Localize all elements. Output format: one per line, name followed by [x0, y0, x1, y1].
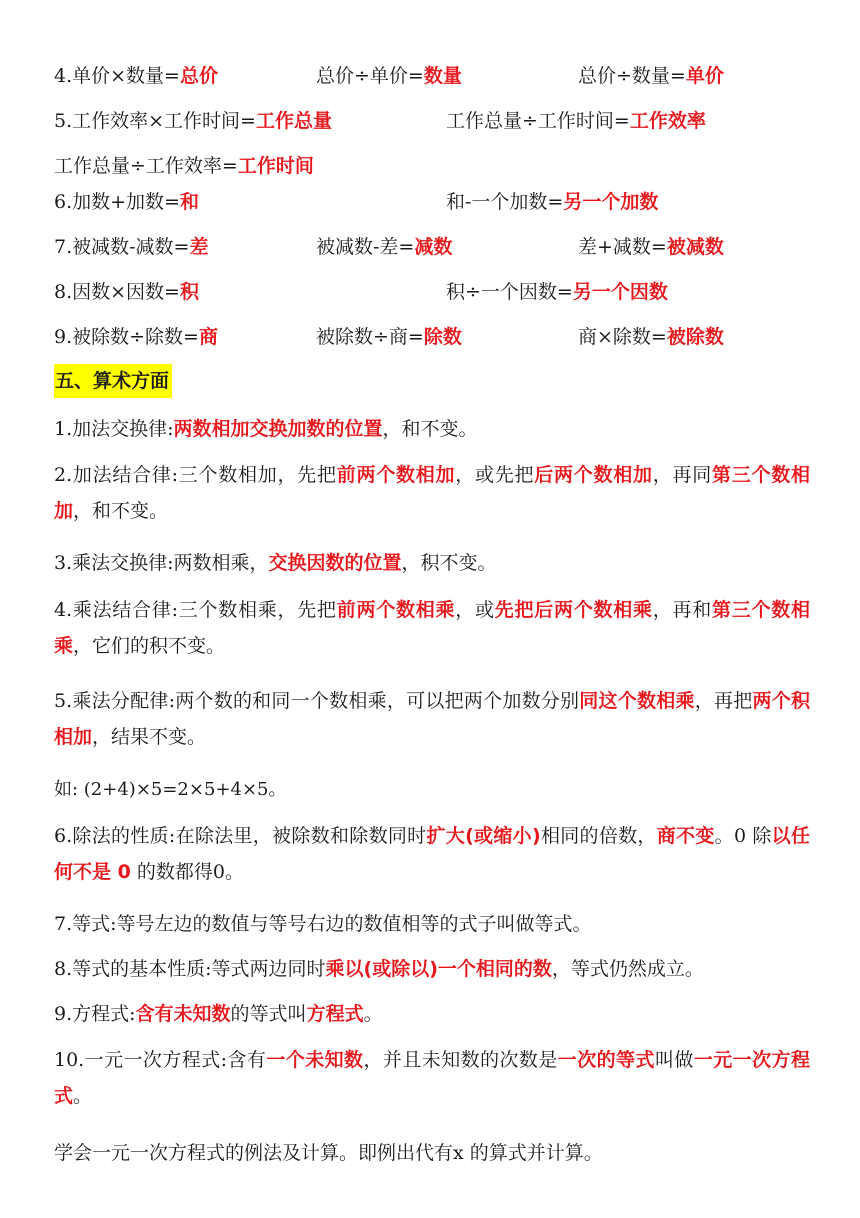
law-highlight: 两个积相加 — [54, 690, 810, 748]
law-text: ，再和 — [652, 599, 712, 621]
formula-text: 积÷一个因数= — [446, 281, 573, 303]
formula-answer: 被减数 — [666, 236, 724, 258]
law-highlight: 以任何不是 0 — [54, 825, 810, 883]
formula-answer: 差 — [189, 236, 209, 258]
law-text: 的数都得0。 — [130, 861, 244, 883]
law-highlight: 商不变 — [656, 825, 715, 847]
law-highlight: 前两个数相加 — [336, 464, 456, 486]
formula-text: 总价÷数量= — [578, 65, 686, 87]
law-text: 4.乘法结合律:三个数相乘，先把 — [54, 599, 337, 621]
formula-text: 总价÷单价= — [316, 65, 424, 87]
formula-row-5-col2 — [446, 104, 706, 138]
example: 如: (2+4)×5=2×5+4×5。 — [54, 779, 287, 800]
formula-text: 7.被减数-减数= — [54, 236, 190, 258]
formula-row-7 — [54, 230, 208, 264]
law-4 — [54, 592, 810, 664]
formula-answer: 积 — [179, 281, 199, 303]
law-highlight: 一次的等式 — [557, 1049, 655, 1071]
law-text: ，和不变。 — [73, 500, 169, 522]
law-highlight: 前两个数相乘 — [336, 599, 456, 621]
law-text: 8.等式的基本性质:等式两边同时 — [54, 958, 326, 980]
law-highlight: 扩大(或缩小) — [426, 825, 541, 847]
law-10 — [54, 1042, 810, 1114]
law-2 — [54, 457, 810, 529]
formula-answer: 另一个加数 — [563, 191, 659, 213]
law-text: ，积不变。 — [401, 552, 497, 574]
law-highlight: 一元一次方程式 — [54, 1049, 810, 1107]
formula-text: 9.被除数÷除数= — [54, 326, 199, 348]
formula-text: 5.工作效率×工作时间= — [54, 110, 256, 132]
law-text: ，或 — [455, 599, 495, 621]
law-7: 7.等式:等号左边的数值与等号右边的数值相等的式子叫做等式。 — [54, 913, 592, 935]
law-1 — [54, 412, 478, 446]
law-9 — [54, 997, 383, 1031]
formula-row-8-col2 — [446, 275, 668, 309]
law-text: 6.除法的性质:在除法里，被除数和除数同时 — [54, 825, 427, 847]
law-text: 相同的倍数， — [540, 825, 657, 847]
formula-answer: 总价 — [179, 65, 218, 87]
formula-row-8 — [54, 275, 199, 309]
formula-row-7-col3 — [578, 230, 724, 264]
law-text: ，再把 — [694, 690, 753, 712]
formula-text: 工作总量÷工作时间= — [446, 110, 630, 132]
law-text: 2.加法结合律:三个数相加，先把 — [54, 464, 337, 486]
final-note: 学会一元一次方程式的例法及计算。即例出代有x 的算式并计算。 — [54, 1142, 603, 1164]
formula-row-6-col2 — [446, 185, 658, 219]
law-highlight: 同这个数相乘 — [579, 690, 695, 712]
law-text: 1.加法交换律: — [54, 418, 174, 440]
formula-answer: 另一个因数 — [572, 281, 668, 303]
formula-row-5-col3 — [54, 149, 314, 183]
formula-answer: 被除数 — [666, 326, 724, 348]
formula-row-9-col2 — [316, 320, 462, 354]
law-highlight: 交换因数的位置 — [268, 552, 402, 574]
formula-text: 4.单价×数量= — [54, 65, 180, 87]
law-highlight: 两数相加交换加数的位置 — [173, 418, 383, 440]
law-highlight: 后两个数相加 — [534, 464, 653, 486]
law-text: ，再同 — [652, 464, 712, 486]
law-text: 。 — [363, 1003, 383, 1025]
law-text: 3.乘法交换律:两数相乘， — [54, 552, 269, 574]
formula-answer: 减数 — [414, 236, 453, 258]
formula-text: 工作总量÷工作效率= — [54, 155, 238, 177]
section-heading: 五、算术方面 — [54, 364, 172, 398]
law-text: ，它们的积不变。 — [73, 635, 226, 657]
formula-answer: 数量 — [423, 65, 462, 87]
formula-answer: 工作时间 — [237, 155, 314, 177]
formula-answer: 单价 — [685, 65, 724, 87]
law-text: 。0 除 — [714, 825, 772, 847]
law-text: ，结果不变。 — [92, 726, 207, 748]
law-text: 叫做 — [654, 1049, 694, 1071]
law-text: ，并且未知数的次数是 — [363, 1049, 558, 1071]
formula-row-7-col2 — [316, 230, 452, 264]
formula-row-4-col3 — [578, 59, 724, 93]
law-highlight: 含有未知数 — [135, 1003, 231, 1025]
law-highlight: 第三个数相乘 — [54, 599, 810, 657]
law-highlight: 方程式 — [306, 1003, 364, 1025]
formula-row-9 — [54, 320, 218, 354]
formula-text: 8.因数×因数= — [54, 281, 180, 303]
formula-answer: 和 — [179, 191, 199, 213]
law-text: 5.乘法分配律:两个数的和同一个数相乘，可以把两个加数分别 — [54, 690, 580, 712]
formula-row-6 — [54, 185, 199, 219]
formula-text: 差+减数= — [578, 236, 667, 258]
law-5 — [54, 683, 810, 755]
formula-answer: 工作总量 — [255, 110, 332, 132]
law-text: ，和不变。 — [382, 418, 478, 440]
formula-text: 被除数÷商= — [316, 326, 424, 348]
law-highlight: 乘以(或除以)一个相同的数 — [325, 958, 552, 980]
formula-text: 商×除数= — [578, 326, 667, 348]
law-text: ，等式仍然成立。 — [551, 958, 704, 980]
law-text: 。 — [73, 1085, 93, 1107]
law-6 — [54, 818, 810, 890]
law-3 — [54, 546, 497, 580]
law-8 — [54, 952, 704, 986]
law-highlight: 一个未知数 — [266, 1049, 364, 1071]
formula-answer: 工作效率 — [629, 110, 706, 132]
formula-row-4-col2 — [316, 59, 462, 93]
law-highlight: 先把后两个数相乘 — [494, 599, 653, 621]
law-text: 9.方程式: — [54, 1003, 136, 1025]
formula-answer: 除数 — [423, 326, 462, 348]
formula-text: 被减数-差= — [316, 236, 415, 258]
law-text: 的等式叫 — [230, 1003, 307, 1025]
formula-text: 和-一个加数= — [446, 191, 564, 213]
law-highlight: 第三个数相加 — [54, 464, 810, 522]
formula-row-5 — [54, 104, 332, 138]
law-text: 10.一元一次方程式:含有 — [54, 1049, 267, 1071]
formula-text: 6.加数+加数= — [54, 191, 180, 213]
formula-row-9-col3 — [578, 320, 724, 354]
formula-answer: 商 — [198, 326, 218, 348]
law-text: ，或先把 — [455, 464, 535, 486]
formula-row-4 — [54, 59, 218, 93]
